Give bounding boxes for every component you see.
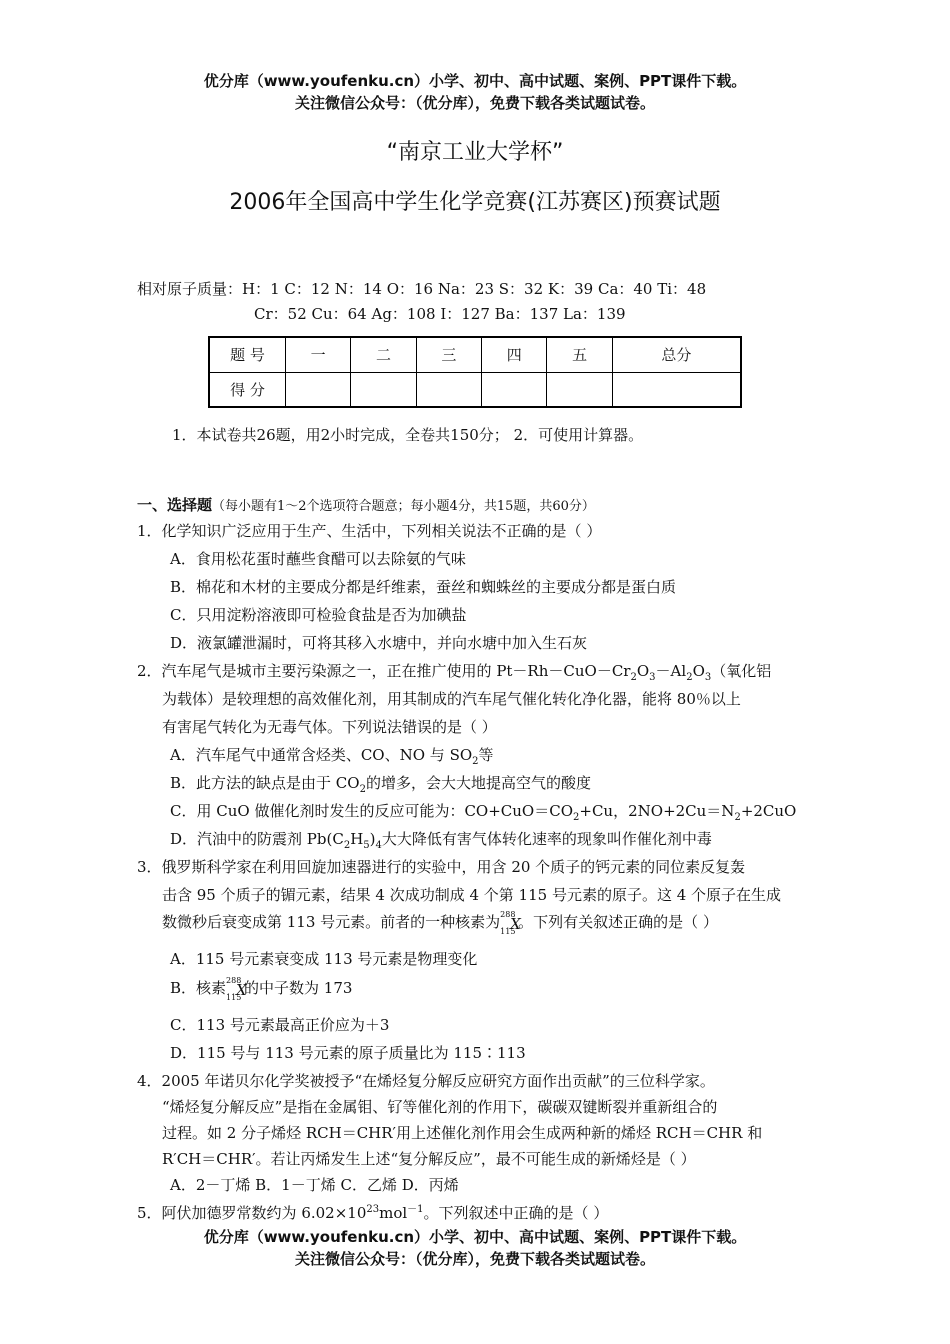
q4-options: A．2－丁烯 B．1－丁烯 C．乙烯 D．丙烯 — [170, 1176, 459, 1194]
q3-stem-line-2: 击含 95 个质子的镅元素，结果 4 次成功制成 4 个第 115 号元素的原子。这 4 个原子在生成 — [162, 886, 782, 904]
score-cell: 题 号 — [209, 337, 286, 372]
footer-line-2: 关注微信公众号：（优分库），免费下载各类试题试卷。 — [294, 1250, 655, 1268]
section-note: （每小题有1～2个选项符合题意；每小题4分，共15题，共60分） — [212, 499, 595, 514]
header-line-2: 关注微信公众号：（优分库），免费下载各类试题试卷。 — [294, 94, 655, 112]
section-1-heading — [137, 494, 595, 515]
score-input-cell — [351, 372, 416, 407]
instructions: 1．本试卷共26题，用2小时完成，全卷共150分； 2．可使用计算器。 — [172, 426, 644, 444]
score-input-cell — [482, 372, 547, 407]
q3-stem-line-1: 3．俄罗斯科学家在利用回旋加速器进行的实验中，用含 20 个质子的钙元素的同位素反复轰 — [137, 858, 746, 876]
score-table — [208, 336, 742, 408]
q4-stem-line-1: 4．2005 年诺贝尔化学奖被授予“在烯烃复分解反应研究方面作出贡献”的三位科学家。 — [137, 1072, 715, 1090]
q1-option-a: A．食用松花蛋时蘸些食醋可以去除氨的气味 — [170, 550, 466, 568]
score-input-cell — [547, 372, 612, 407]
nuclide-symbol: 288 115 X — [226, 976, 247, 1002]
atomic-mass-line-1: 相对原子质量：H：1 C：12 N：14 O：16 Na：23 S：32 K：39 Ca：40 Ti：48 — [137, 280, 707, 298]
q3-option-d: D．115 号与 113 号元素的原子质量比为 115∶113 — [170, 1044, 526, 1062]
q3-option-c: C．113 号元素最高正价应为＋3 — [170, 1016, 390, 1034]
q4-stem-line-3: 过程。如 2 分子烯烃 RCH＝CHR′用上述催化剂作用会生成两种新的烯烃 RCH＝CHR 和 — [162, 1124, 763, 1142]
q2-option-b: B．此方法的缺点是由于 $CO_2$的增多，会大大地提高空气的酸度 — [170, 774, 591, 795]
title-line-2: 2006年全国高中学生化学竞赛(江苏赛区)预赛试题 — [229, 190, 721, 215]
q3-option-b: B．核素 288 115 X 的中子数为 173 — [170, 976, 353, 1002]
q5-stem: 5．阿伏加德罗常数约为 $6.02\times 10^{23}mol^{-1}$。下列叙述中正确的是（ ） — [137, 1204, 609, 1222]
q2-stem-line-1: 2．汽车尾气是城市主要污染源之一，正在推广使用的 $Pt-Rh-CuO-Cr_2O_3-Al_2O_3$（氧化铝 — [137, 662, 772, 683]
q2-option-c: C．用 CuO 做催化剂时发生的反应可能为：$CO+CuO=CO_2+Cu$，$2NO+2Cu=N_2+2CuO$ — [170, 802, 797, 823]
score-input-cell — [612, 372, 741, 407]
score-cell: 二 — [351, 337, 416, 372]
section-title: 一、选择题 — [137, 496, 213, 514]
score-cell: 总分 — [612, 337, 741, 372]
score-cell: 四 — [482, 337, 547, 372]
q2-option-a: A．汽车尾气中通常含烃类、CO、NO 与 $SO_2$等 — [170, 746, 494, 767]
q4-stem-line-2: “烯烃复分解反应”是指在金属钼、钌等催化剂的作用下，碳碳双键断裂并重新组合的 — [162, 1098, 718, 1116]
q2-stem-line-3: 有害尾气转化为无毒气体。下列说法错误的是（ ） — [162, 718, 497, 736]
score-table-score-row — [209, 372, 741, 407]
q3-option-a: A．115 号元素衰变成 113 号元素是物理变化 — [170, 950, 478, 968]
q2-option-d: D．汽油中的防震剂 $Pb(C_2H_5)_4$大大降低有害气体转化速率的现象叫作催化剂中毒 — [170, 830, 712, 851]
score-input-cell — [286, 372, 351, 407]
footer-line-1: 优分库（www.youfenku.cn）小学、初中、高中试题、案例、PPT课件下载。 — [203, 1228, 747, 1246]
q1-option-b: B．棉花和木材的主要成分都是纤维素，蚕丝和蜘蛛丝的主要成分都是蛋白质 — [170, 578, 677, 596]
score-input-cell — [416, 372, 481, 407]
title-line-1: “南京工业大学杯” — [386, 140, 564, 165]
score-cell: 五 — [547, 337, 612, 372]
header-line-1: 优分库（www.youfenku.cn）小学、初中、高中试题、案例、PPT课件下载。 — [203, 72, 747, 90]
q1-option-d: D．液氯罐泄漏时，可将其移入水塘中，并向水塘中加入生石灰 — [170, 634, 588, 652]
q1-option-c: C．只用淀粉溶液即可检验食盐是否为加碘盐 — [170, 606, 467, 624]
score-cell: 得 分 — [209, 372, 286, 407]
score-cell: 三 — [416, 337, 481, 372]
q2-stem-line-2: 为载体）是较理想的高效催化剂，用其制成的汽车尾气催化转化净化器，能将 80％以上 — [162, 690, 741, 708]
score-table-header-row — [209, 337, 741, 372]
atomic-mass-line-2: Cr：52 Cu：64 Ag：108 I：127 Ba：137 La：139 — [254, 305, 626, 323]
score-cell: 一 — [286, 337, 351, 372]
nuclide-symbol: 288 115 X — [500, 910, 521, 936]
q3-stem-line-3: 数微秒后衰变成第 113 号元素。前者的一种核素为 288 115 X 。下列有关叙述正确的是（ ） — [162, 910, 718, 936]
q1-stem: 1．化学知识广泛应用于生产、生活中，下列相关说法不正确的是（ ） — [137, 522, 602, 540]
q4-stem-line-4: R′CH＝CHR′。若让丙烯发生上述“复分解反应”，最不可能生成的新烯烃是（ ） — [162, 1150, 696, 1168]
